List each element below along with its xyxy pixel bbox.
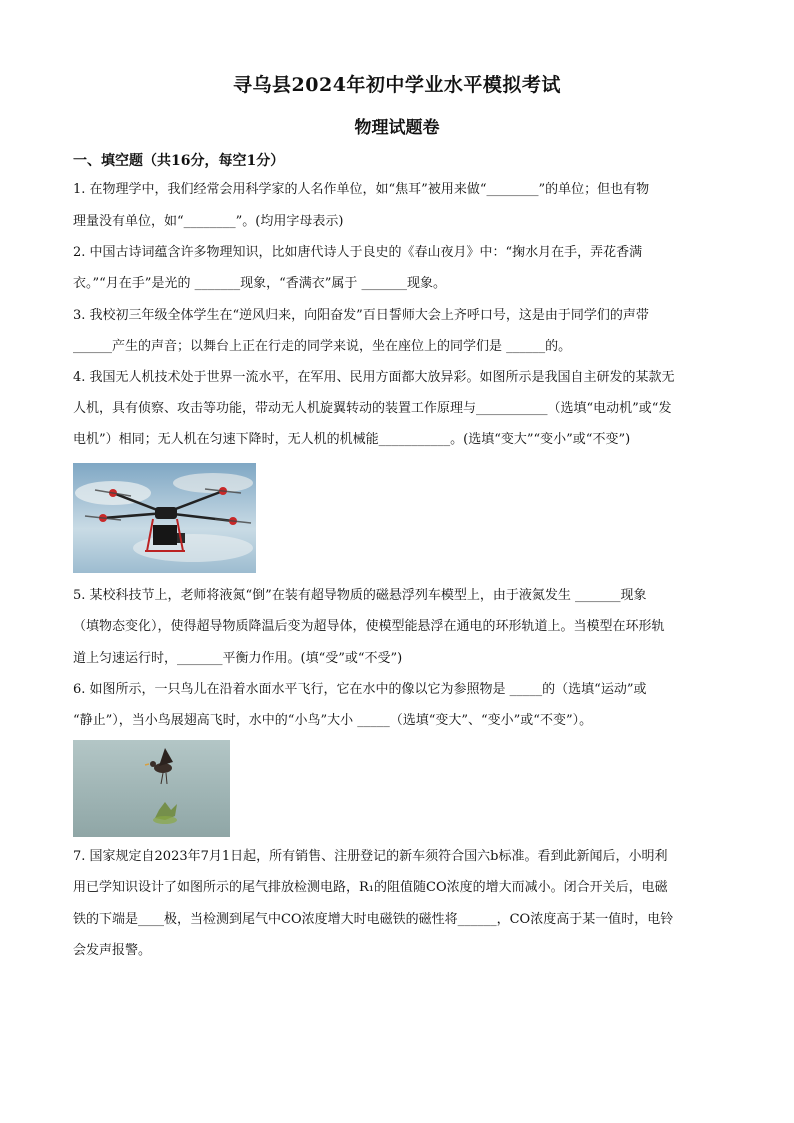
exam-subtitle: 物理试题卷 <box>354 118 440 138</box>
question-5-line-3: 道上匀速运行时，_______平衡力作用。(填“受”或“不受”) <box>73 651 403 666</box>
question-5-line-1: 5. 某校科技节上，老师将液氮“倒”在装有超导物质的磁悬浮列车模型上，由于液氮发生 _______现象 <box>73 588 647 603</box>
question-1-line-1: 1. 在物理学中，我们经常会用科学家的人名作单位，如“焦耳”被用来做“________”的单位；但也有物 <box>73 182 650 197</box>
question-4-line-1: 4. 我国无人机技术处于世界一流水平，在军用、民用方面都大放异彩。如图所示是我国自主研发的某款无 <box>73 370 675 385</box>
question-7-line-4: 会发声报警。 <box>73 943 152 958</box>
question-6-line-2: “静止”），当小鸟展翅高飞时，水中的“小鸟”大小 _____（选填“变大”、“变小”或“不变”）。 <box>73 713 593 728</box>
question-3-line-2: ______产生的声音；以舞台上正在行走的同学来说，坐在座位上的同学们是 ______的。 <box>73 339 572 354</box>
question-5-line-2: （填物态变化），使得超导物质降温后变为超导体，使模型能悬浮在通电的环形轨道上。当模型在环形轨 <box>73 619 665 634</box>
question-7-line-2: 用已学知识设计了如图所示的尾气排放检测电路，R₁的阻值随CO浓度的增大而减小。闭合开关后，电磁 <box>73 880 668 895</box>
drone-illustration <box>73 463 256 573</box>
exam-title: 寻乌县2024年初中学业水平模拟考试 <box>233 74 561 96</box>
question-2-line-1: 2. 中国古诗词蕴含许多物理知识，比如唐代诗人于良史的《春山夜月》中：“掬水月在手，弄花香满 <box>73 245 643 260</box>
question-3-line-1: 3. 我校初三年级全体学生在“逆风归来，向阳奋发”百日誓师大会上齐呼口号，这是由于同学们的声带 <box>73 308 649 323</box>
drone-photo <box>73 463 256 573</box>
bird-over-water-illustration <box>73 740 230 837</box>
question-2-line-2: 衣。”“月在手”是光的 _______现象，“香满衣”属于 _______现象。 <box>73 276 446 291</box>
question-1-line-2: 理量没有单位，如“________”。(均用字母表示) <box>73 214 344 229</box>
section-heading: 一、填空题（共16分，每空1分） <box>73 153 285 169</box>
question-7-line-3: 铁的下端是____极，当检测到尾气中CO浓度增大时电磁铁的磁性将______，CO浓度高于某一值时，电铃 <box>73 912 674 927</box>
question-7-line-1: 7. 国家规定自2023年7月1日起，所有销售、注册登记的新车须符合国六b标准。看到此新闻后，小明利 <box>73 849 668 864</box>
question-4-line-2: 人机，具有侦察、攻击等功能，带动无人机旋翼转动的装置工作原理与___________（选填“电动机”或“发 <box>73 401 672 416</box>
question-6-line-1: 6. 如图所示，一只鸟儿在沿着水面水平飞行，它在水中的像以它为参照物是 _____的（选填“运动”或 <box>73 682 647 697</box>
bird-photo <box>73 740 230 837</box>
question-4-line-3: 电机”）相同；无人机在匀速下降时，无人机的机械能___________。(选填“变大”“变小”或“不变”) <box>73 432 631 447</box>
